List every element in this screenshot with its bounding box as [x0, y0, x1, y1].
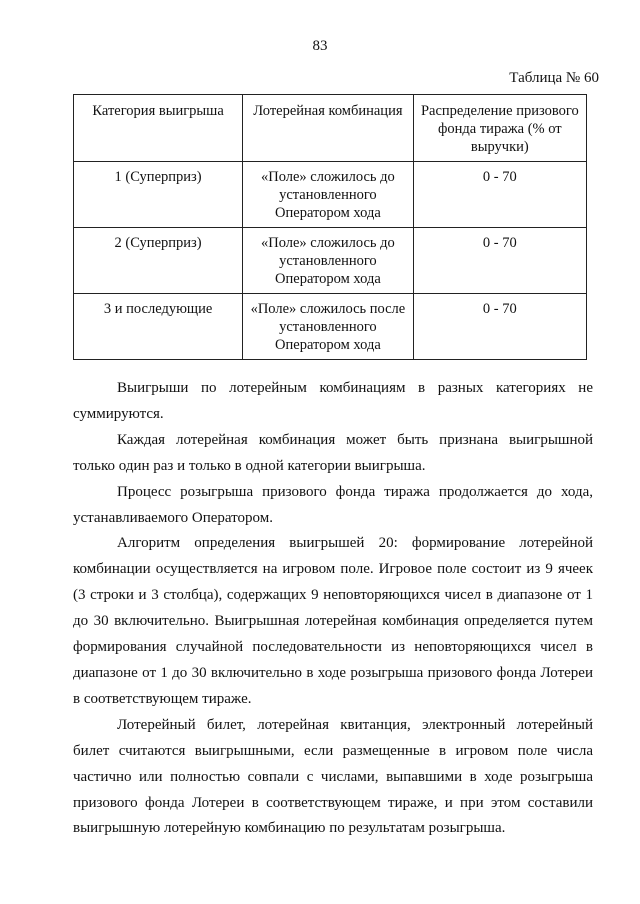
cell-combination: «Поле» сложилось после установленного Оператором хода [243, 294, 414, 360]
prize-distribution-table [73, 94, 587, 360]
table-caption: Таблица № 60 [509, 70, 599, 86]
header-distribution: Распределение призового фонда тиража (% от выручки) [413, 95, 586, 162]
table-row [74, 162, 587, 228]
cell-distribution: 0 - 70 [413, 294, 586, 360]
paragraph-winning-ticket: Лотерейный билет, лотерейная квитанция, электронный лотерейный билет считаются выигрышными, если размещенные в игровом поле числа частично или полностью совпали с числами, выпавшими в ходе розыгрыша призового фонда Лотереи в соответствующем тираже, и при этом составили выигрышную лотерейную комбинацию по результатам розыгрыша. [73, 716, 593, 837]
header-category: Категория выигрыша [74, 95, 243, 162]
table-row [74, 228, 587, 294]
paragraph-single-category: Каждая лотерейная комбинация может быть признана выигрышной только один раз и только в одной категории выигрыша. [73, 431, 593, 474]
cell-distribution: 0 - 70 [413, 228, 586, 294]
cell-category: 1 (Суперприз) [74, 162, 243, 228]
paragraph-algorithm: Алгоритм определения выигрышей 20: формирование лотерейной комбинации осуществляется на игровом поле. Игровое поле состоит из 9 ячеек (3 строки и 3 столбца), содержащих 9 неповторяющихся чисел в диапазоне от 1 до 30 включительно. Выигрышная лотерейная комбинация определяется путем формирования случайной последовательности из неповторяющихся чисел в диапазоне от 1 до 30 включительно в ходе розыгрыша призового фонда Лотереи в соответствующем тираже. [73, 535, 593, 707]
page-number: 83 [312, 38, 328, 54]
table-row [74, 294, 587, 360]
paragraph-draw-process: Процесс розыгрыша призового фонда тиража продолжается до хода, устанавливаемого Оператором. [73, 483, 593, 526]
cell-category: 2 (Суперприз) [74, 228, 243, 294]
body-text [73, 376, 593, 842]
paragraph-not-summed: Выигрыши по лотерейным комбинациям в разных категориях не суммируются. [73, 380, 593, 422]
table-header-row [74, 95, 587, 162]
cell-combination: «Поле» сложилось до установленного Оператором хода [243, 162, 414, 228]
cell-category: 3 и последующие [74, 294, 243, 360]
cell-distribution: 0 - 70 [413, 162, 586, 228]
cell-combination: «Поле» сложилось до установленного Оператором хода [243, 228, 414, 294]
header-combination: Лотерейная комбинация [243, 95, 414, 162]
